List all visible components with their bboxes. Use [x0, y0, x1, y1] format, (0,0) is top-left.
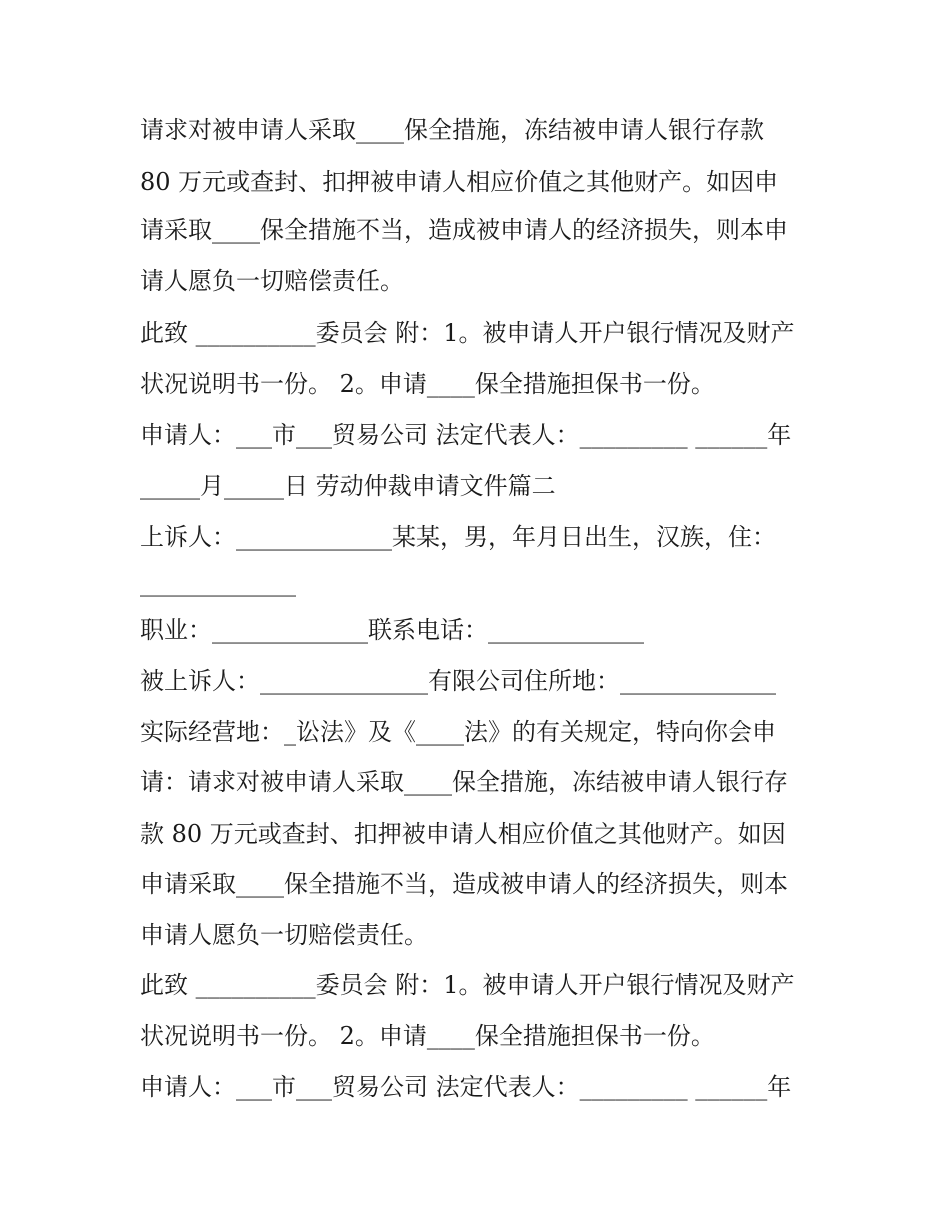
text-line: 此致 __________委员会 附：1。被申请人开户银行情况及财产	[140, 971, 795, 999]
text-line: _____月_____日 劳动仲裁申请文件篇二	[140, 472, 556, 500]
text-line: 请人愿负一切赔偿责任。	[140, 267, 404, 295]
text-line: 申请采取____保全措施不当，造成被申请人的经济损失，则本	[140, 870, 788, 898]
text-line: 职业：_____________联系电话：_____________	[140, 616, 644, 644]
text-line: 被上诉人：______________有限公司住所地：_____________	[140, 667, 776, 695]
text-line: 申请人：___市___贸易公司 法定代表人：_________ ______年	[140, 421, 792, 449]
text-line: 申请人愿负一切赔偿责任。	[140, 921, 428, 949]
text-line: 80 万元或查封、扣押被申请人相应价值之其他财产。如因申	[140, 168, 779, 196]
text-line: 上诉人：_____________某某，男，年月日出生，汉族，住：	[140, 523, 776, 551]
text-line: 状况说明书一份。 2。申请____保全措施担保书一份。	[140, 1022, 715, 1050]
text-line: 申请人：___市___贸易公司 法定代表人：_________ ______年	[140, 1073, 792, 1101]
text-line: 状况说明书一份。 2。申请____保全措施担保书一份。	[140, 370, 715, 398]
text-line: 请采取____保全措施不当，造成被申请人的经济损失，则本申	[140, 216, 788, 244]
text-line: 款 80 万元或查封、扣押被申请人相应价值之其他财产。如因	[140, 820, 786, 848]
text-line: _____________	[140, 569, 296, 597]
text-line: 请：请求对被申请人采取____保全措施，冻结被申请人银行存	[140, 768, 788, 796]
text-line: 实际经营地：_讼法》及《____法》的有关规定，特向你会申	[140, 718, 776, 746]
text-line: 请求对被申请人采取____保全措施，冻结被申请人银行存款	[140, 116, 764, 144]
text-line: 此致 __________委员会 附：1。被申请人开户银行情况及财产	[140, 319, 795, 347]
